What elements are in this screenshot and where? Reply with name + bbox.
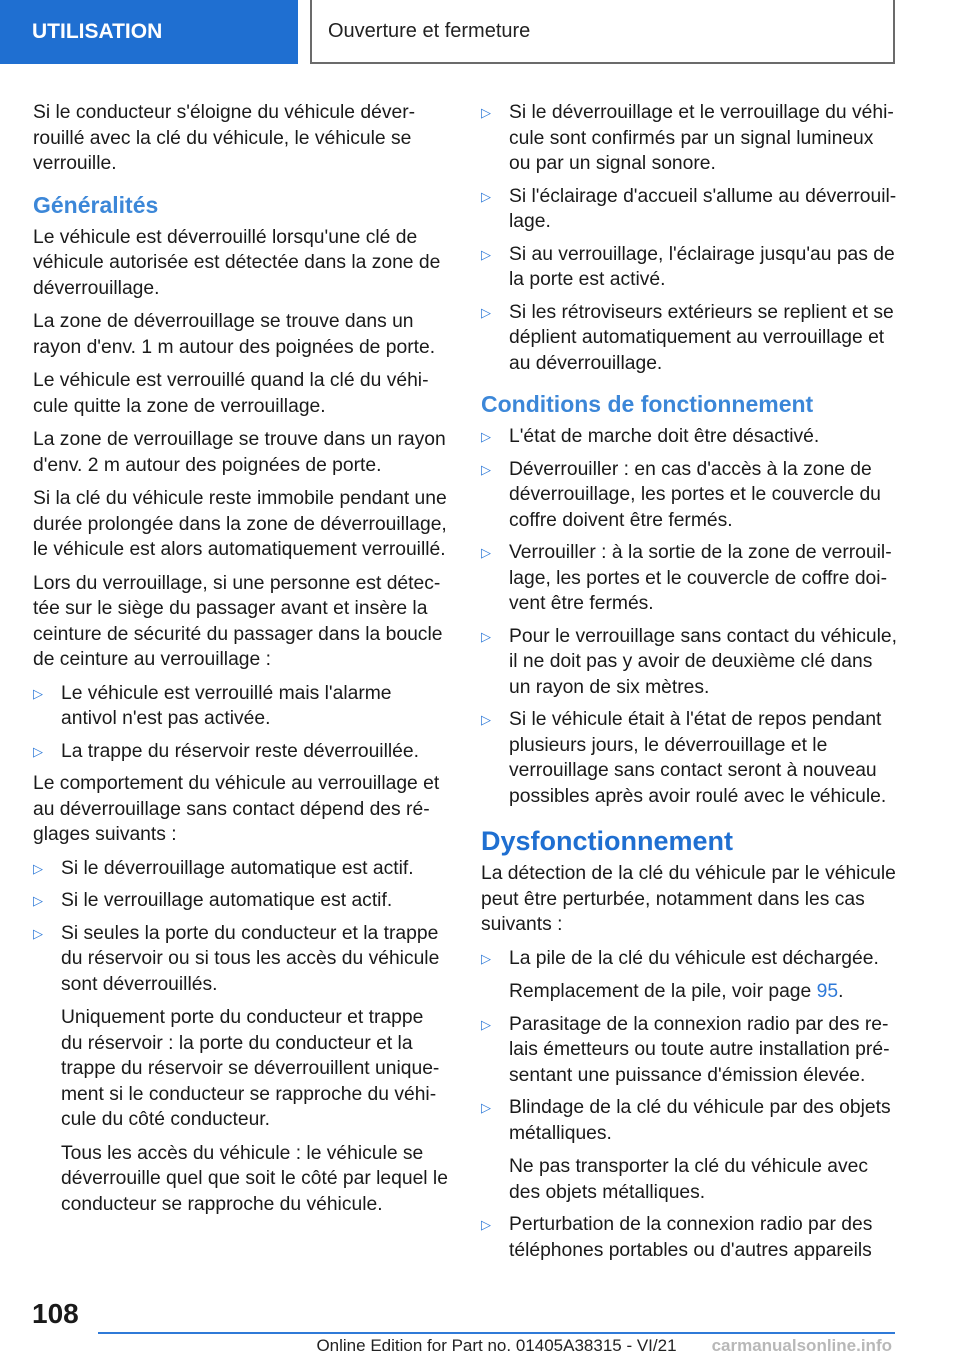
list-sub-paragraph: Ne pas transporter la clé du véhicule avec des objets métalliques. <box>509 1156 869 1203</box>
triangle-bullet-icon: ▷ <box>481 429 491 444</box>
triangle-bullet-icon: ▷ <box>481 246 491 262</box>
paragraph: Le véhicule est verrouillé quand la clé du véhicule quitte la zone de verrouillage. <box>33 370 429 417</box>
list-item: ▷ La pile de la clé du véhicule est déchargée. Remplacement de la pile, voir page 95. <box>481 946 899 1005</box>
page-link[interactable]: 95 <box>816 981 839 1002</box>
page-number: 108 <box>32 1298 79 1329</box>
bullet-list <box>33 856 448 1218</box>
heading-conditions: Conditions de fonctionnement <box>481 391 814 417</box>
triangle-bullet-icon: ▷ <box>481 105 491 120</box>
list-sub-paragraph: Remplacement de la pile, voir page 95. <box>509 981 844 1002</box>
triangle-bullet-icon: ▷ <box>481 461 491 477</box>
heading-general: Généralités <box>33 191 159 218</box>
list-item: ▷ Parasitage de la connexion radio par des relais émetteurs ou toute autre installation présentant une puissance d'émission élevée. <box>481 1013 890 1086</box>
list-item: ▷ Si au verrouillage, l'éclairage jusqu'au pas de la porte est activé. <box>481 243 895 290</box>
triangle-bullet-icon: ▷ <box>481 304 491 320</box>
list-sub-paragraph: Uniquement porte du conducteur et trappe du réservoir : la porte du conducteur et la trappe du réservoir se déverrouillent uniquement si le conducteur se rapproche du véhicule du côté conducteur. <box>61 1007 440 1130</box>
triangle-bullet-icon: ▷ <box>33 925 43 941</box>
list-item: ▷ L'état de marche doit être désactivé. <box>481 426 820 447</box>
bullet-list <box>33 681 448 765</box>
triangle-bullet-icon: ▷ <box>481 1217 491 1232</box>
list-item: ▷ Si seules la porte du conducteur et la trappe du réservoir ou si tous les accès du véhicule sont déverrouillés. Uniquement porte du conducteur et trappe du réservoir : la porte du conducteur et la trappe du réservoir se déverrouillent uniquement si le conducteur se rapproche du véhicule du côté conducteur. Tous les accès du véhicule : le véhicule se déverrouille quel que soit le côté par lequel le conducteur se rapproche du véhicule. <box>33 921 448 1218</box>
paragraph: Le comportement du véhicule au verrouillage et au déverrouillage sans contact dépend des réglages suivants : <box>33 773 440 845</box>
chapter-title: Ouverture et fermeture <box>310 0 895 64</box>
footer-divider <box>98 1332 895 1334</box>
triangle-bullet-icon: ▷ <box>33 685 43 701</box>
triangle-bullet-icon: ▷ <box>481 1016 491 1032</box>
section-tab: UTILISATION <box>0 0 298 64</box>
list-item: ▷ Pour le verrouillage sans contact du véhicule, il ne doit pas y avoir de deuxième clé dans un rayon de six mètres. <box>481 625 897 698</box>
intro-paragraph: Si le conducteur s'éloigne du véhicule déverrouillé avec la clé du véhicule, le véhicule se verrouille. <box>33 102 416 174</box>
paragraph: Lors du verrouillage, si une personne est détectée sur le siège du passager avant et insère la ceinture de sécurité du passager dans la boucle de ceinture au verrouillage : <box>33 572 443 670</box>
watermark: carmanualsonline.info <box>711 1336 892 1355</box>
heading-malfunction: Dysfonctionnement <box>481 826 734 856</box>
triangle-bullet-icon: ▷ <box>481 628 491 644</box>
list-item: ▷ Verrouiller : à la sortie de la zone de verrouillage, les portes et le couvercle de coffre doivent être fermés. <box>481 542 892 614</box>
list-item: ▷ Le véhicule est verrouillé mais l'alarme antivol n'est pas activée. <box>33 682 392 729</box>
triangle-bullet-icon: ▷ <box>481 545 491 560</box>
bullet-list <box>481 424 899 809</box>
triangle-bullet-icon: ▷ <box>481 712 491 727</box>
paragraph: Si la clé du véhicule reste immobile pendant une durée prolongée dans la zone de déverrouillage, le véhicule est alors automatiquement verrouillé. <box>33 488 447 560</box>
paragraph: La zone de verrouillage se trouve dans un rayon d'env. 2 m autour des poignées de porte. <box>33 429 446 476</box>
list-item: ▷ Si le verrouillage automatique est actif. <box>33 890 393 911</box>
right-column <box>481 100 899 1270</box>
triangle-bullet-icon: ▷ <box>481 188 491 204</box>
list-item: ▷ Si les rétroviseurs extérieurs se replient et se déplient automatiquement au verrouillage et au déverrouillage. <box>481 301 894 374</box>
paragraph: Le véhicule est déverrouillé lorsqu'une clé de véhicule autorisée est détectée dans la zone de déverrouillage. <box>33 226 441 299</box>
bullet-list <box>481 100 899 376</box>
list-item: ▷ Si le déverrouillage automatique est actif. <box>33 857 414 879</box>
list-item: ▷ Blindage de la clé du véhicule par des objets métalliques. Ne pas transporter la clé du véhicule avec des objets métalliques. <box>481 1095 899 1205</box>
left-column <box>33 100 448 1224</box>
triangle-bullet-icon: ▷ <box>33 743 43 759</box>
paragraph: La détection de la clé du véhicule par le véhicule peut être perturbée, notamment dans les cas suivants : <box>481 863 896 935</box>
list-item: ▷ Perturbation de la connexion radio par des téléphones portables ou d'autres appareils <box>481 1214 873 1261</box>
bullet-list <box>481 946 899 1264</box>
list-item: ▷ Si le véhicule était à l'état de repos pendant plusieurs jours, le déverrouillage et le verrouillage sans contact seront à nouveau possibles après avoir roulé avec le véhicule. <box>481 709 887 807</box>
list-item: ▷ Si l'éclairage d'accueil s'allume au déverrouillage. <box>481 185 897 232</box>
triangle-bullet-icon: ▷ <box>33 860 43 876</box>
list-item: ▷ Si le déverrouillage et le verrouillage du véhicule sont confirmés par un signal lumineux ou par un signal sonore. <box>481 102 894 174</box>
footer-edition: Online Edition for Part no. 01405A38315 - VI/21 <box>316 1336 677 1355</box>
list-sub-paragraph: Tous les accès du véhicule : le véhicule se déverrouille quel que soit le côté par lequel le conducteur se rapproche du véhicule. <box>61 1142 448 1215</box>
list-item: ▷ Déverrouiller : en cas d'accès à la zone de déverrouillage, les portes et le couvercle du coffre doivent être fermés. <box>481 458 881 531</box>
paragraph: La zone de déverrouillage se trouve dans un rayon d'env. 1 m autour des poignées de porte. <box>33 311 436 358</box>
list-item: ▷ La trappe du réservoir reste déverrouillée. <box>33 740 419 762</box>
triangle-bullet-icon: ▷ <box>481 1100 491 1115</box>
triangle-bullet-icon: ▷ <box>481 950 491 966</box>
triangle-bullet-icon: ▷ <box>33 893 43 908</box>
